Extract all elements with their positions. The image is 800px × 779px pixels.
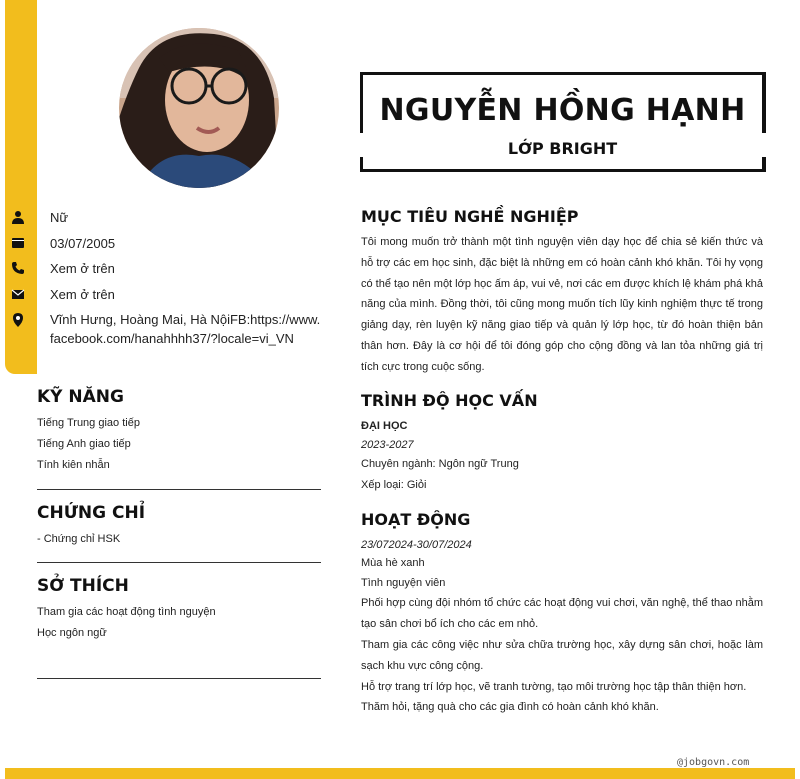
activity-description: Tham gia các công việc như sửa chữa trường học, xây dựng sân chơi, hoặc làm sạch khu vực công cộng. [361, 639, 763, 672]
skills-heading: KỸ NĂNG [37, 387, 124, 407]
hobby-item: Học ngôn ngữ [37, 627, 107, 639]
subtitle: LỚP BRIGHT [507, 139, 618, 158]
education-major: Chuyên ngành: Ngôn ngữ Trung [361, 458, 519, 470]
certificate-item: - Chứng chỉ HSK [37, 533, 121, 545]
phone-icon [11, 261, 25, 275]
mail-icon [11, 287, 25, 301]
activity-period: 23/072024-30/07/2024 [361, 539, 472, 551]
activity-description: Hỗ trợ trang trí lớp học, vẽ tranh tường, tạo môi trường học tập thân thiện hơn. [361, 681, 747, 693]
contact-email: Xem ở trên [50, 287, 115, 302]
calendar-icon [11, 236, 25, 250]
activity-description: Phối hợp cùng đội nhóm tổ chức các hoạt động vui chơi, văn nghệ, thể thao nhằm tạo sân chơi bổ ích cho các em nhỏ. [361, 597, 763, 630]
divider [37, 678, 321, 679]
education-period: 2023-2027 [361, 439, 414, 451]
objective-heading: MỤC TIÊU NGHỀ NGHIỆP [361, 207, 579, 226]
contact-address: Vĩnh Hưng, Hoàng Mai, Hà NộiFB:https://www.facebook.com/hanahhhh37/?locale=vi_VN [50, 312, 321, 346]
activity-name: Mùa hè xanh [361, 557, 425, 569]
contact-phone: Xem ở trên [50, 261, 115, 276]
skill-item: Tính kiên nhẫn [37, 459, 110, 471]
watermark: @jobgovn.com [677, 757, 750, 768]
person-icon [11, 210, 25, 224]
hobby-item: Tham gia các hoạt động tình nguyện [37, 606, 216, 618]
activity-description: Thăm hỏi, tặng quà cho các gia đình có hoàn cảnh khó khăn. [361, 701, 659, 713]
avatar-photo [119, 28, 279, 188]
contact-birthday: 03/07/2005 [50, 236, 116, 251]
contact-gender: Nữ [50, 210, 69, 225]
avatar [119, 28, 279, 188]
activity-role: Tình nguyện viên [361, 577, 446, 589]
divider [37, 489, 321, 490]
skill-item: Tiếng Trung giao tiếp [37, 417, 140, 429]
objective-text: Tôi mong muốn trở thành một tình nguyện viên dạy học để chia sẻ kiến thức và hỗ trợ các em học sinh, đặc biệt là những em có hoàn cảnh khó khăn. Tôi hy vọng có thể tạo nên một lớp học ấm áp, vui vẻ, nơi các em được khích lệ khám phá khả năng của mình. Đồng thời, tôi cũng mong muốn tích lũy kinh nghiệm thực tế trong giảng dạy, rèn luyện kỹ năng giao tiếp và quản lý lớp học, từ đó hoàn thiện bản thân hơn. Đây là cơ hội để tôi đóng góp cho cộng đồng và lan tỏa những giá trị tích cực trong cuộc sống. [361, 236, 763, 373]
activities-heading: HOẠT ĐỘNG [361, 510, 471, 529]
hobbies-heading: SỞ THÍCH [37, 576, 129, 596]
education-heading: TRÌNH ĐỘ HỌC VẤN [361, 391, 538, 410]
education-grade: Xếp loại: Giỏi [361, 479, 427, 491]
name-box [360, 72, 766, 172]
location-icon [11, 313, 25, 327]
skill-item: Tiếng Anh giao tiếp [37, 438, 131, 450]
divider [37, 562, 321, 563]
certificates-heading: CHỨNG CHỈ [37, 503, 146, 523]
education-school: ĐẠI HỌC [361, 420, 408, 432]
accent-bar-bottom [5, 768, 795, 779]
full-name: NGUYỄN HỒNG HẠNH [379, 93, 746, 128]
